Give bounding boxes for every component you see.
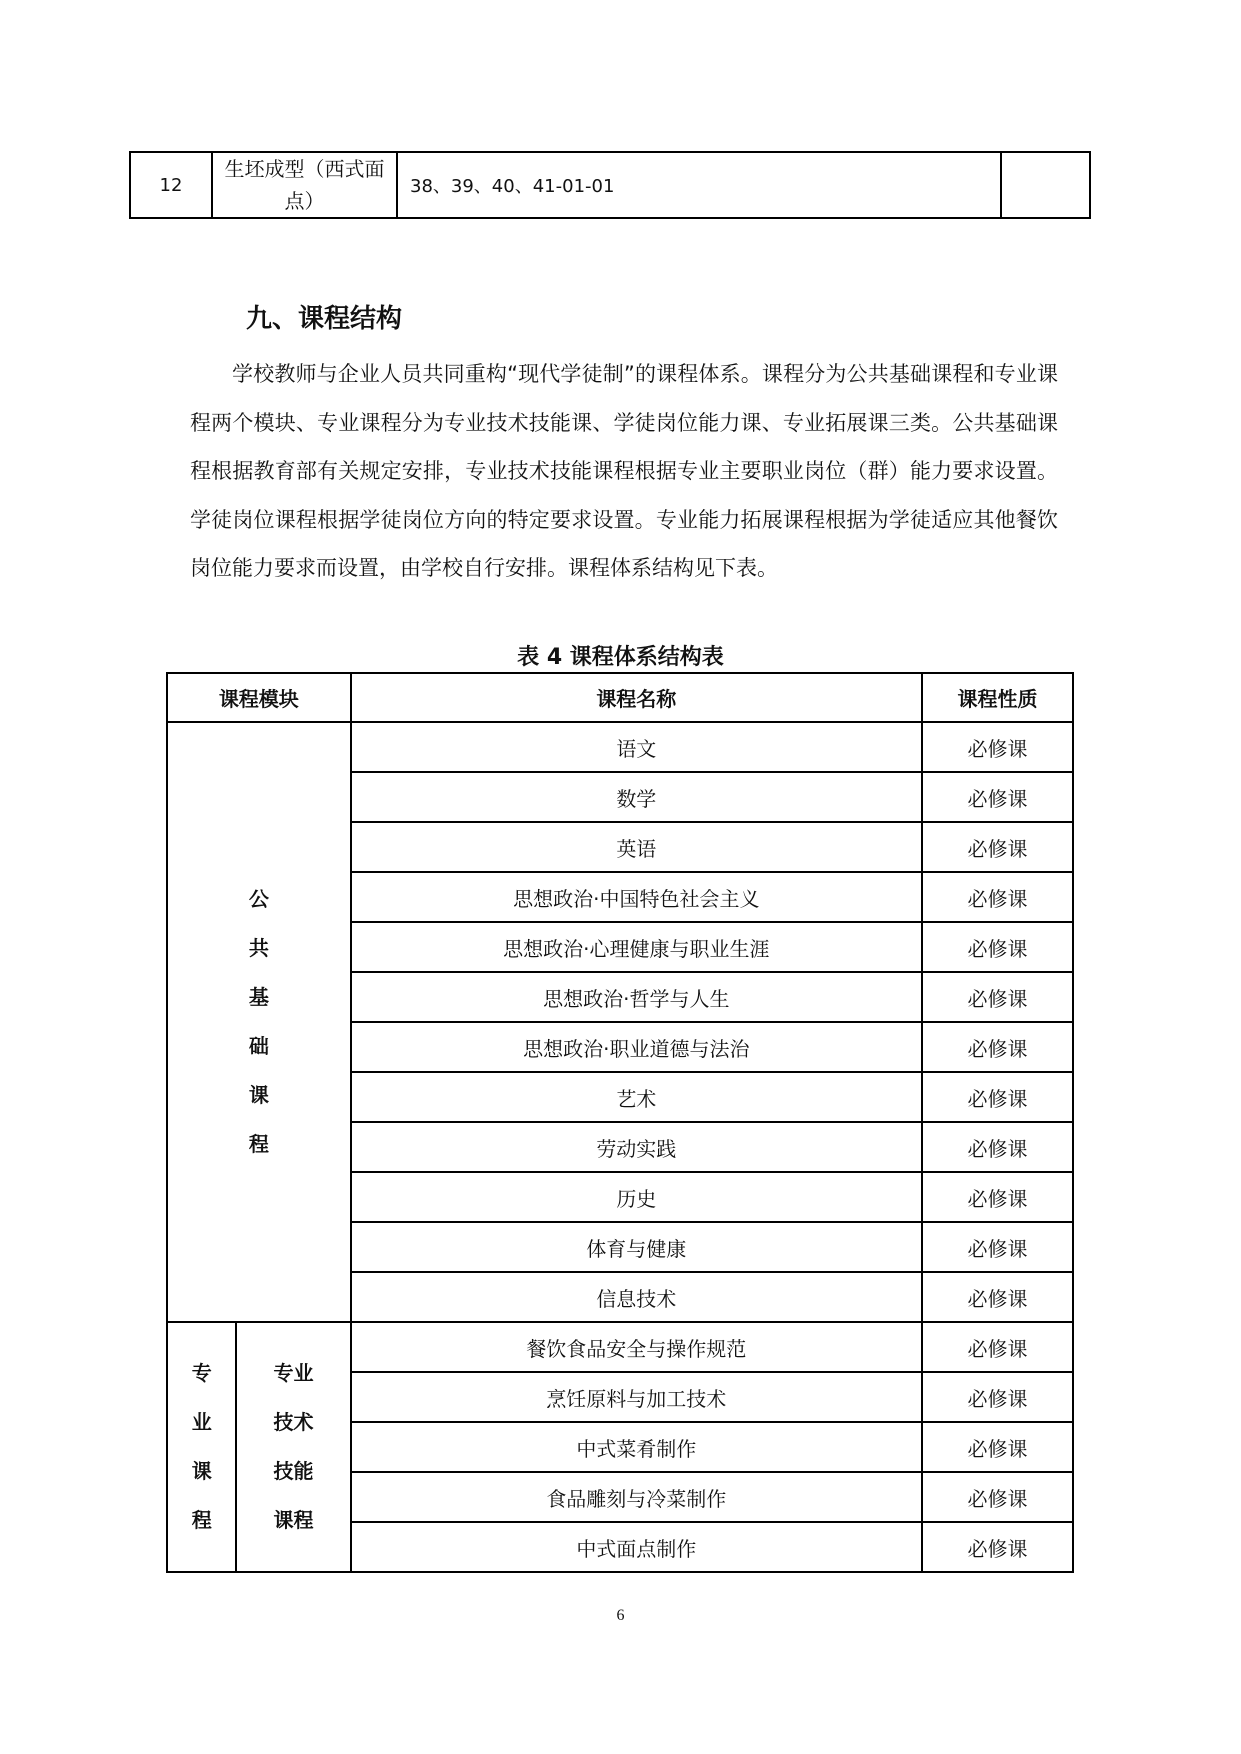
page-number: 6 (616, 1607, 625, 1624)
course-name: 思想政治·心理健康与职业生涯 (351, 922, 922, 972)
public-basic-module-label-char: 程 (248, 1132, 269, 1156)
course-nature: 必修课 (922, 822, 1073, 872)
course-nature: 必修课 (922, 1322, 1073, 1372)
professional-skill-sublabel-char: 技能 (273, 1459, 314, 1483)
course-name: 思想政治·哲学与人生 (351, 972, 922, 1022)
professional-module-label (167, 1322, 236, 1572)
course-nature: 必修课 (922, 722, 1073, 772)
professional-skill-sublabel-char: 技术 (273, 1410, 314, 1434)
public-basic-module-label-char: 基 (248, 985, 269, 1009)
course-nature: 必修课 (922, 1522, 1073, 1572)
course-nature: 必修课 (922, 972, 1073, 1022)
course-name: 艺术 (351, 1072, 922, 1122)
professional-skill-sublabel-char: 专业 (273, 1361, 314, 1385)
course-name: 劳动实践 (351, 1122, 922, 1172)
public-basic-module-label-char: 公 (248, 887, 269, 911)
public-basic-module-label (167, 722, 351, 1322)
course-name: 思想政治·中国特色社会主义 (351, 872, 922, 922)
course-nature: 必修课 (922, 1022, 1073, 1072)
continuation-table (129, 151, 1091, 219)
course-name: 食品雕刻与冷菜制作 (351, 1472, 922, 1522)
table-row (167, 1322, 1073, 1372)
course-nature: 必修课 (922, 1422, 1073, 1472)
table-caption: 表 4 课程体系结构表 (517, 645, 724, 670)
intro-paragraph: 学校教师与企业人员共同重构“现代学徒制”的课程体系。课程分为公共基础课程和专业课程两个模块、专业课程分为专业技术技能课、学徒岗位能力课、专业拓展课三类。公共基础课程根据教育部有关规定安排，专业技术技能课程根据专业主要职业岗位（群）能力要求设置。学徒岗位课程根据学徒岗位方向的特定要求设置。专业能力拓展课程根据为学徒适应其他餐饮岗位能力要求而设置，由学校自行安排。课程体系结构见下表。 (190, 362, 1058, 580)
course-name: 餐饮食品安全与操作规范 (351, 1322, 922, 1372)
header-nature: 课程性质 (922, 673, 1073, 722)
course-nature: 必修课 (922, 1472, 1073, 1522)
professional-module-label-char: 程 (191, 1508, 212, 1532)
course-name: 体育与健康 (351, 1222, 922, 1272)
row-codes: 38、39、40、41-01-01 (397, 152, 1001, 218)
header-module: 课程模块 (167, 673, 351, 722)
course-nature: 必修课 (922, 1372, 1073, 1422)
course-name: 中式面点制作 (351, 1522, 922, 1572)
professional-module-label-char: 专 (191, 1361, 212, 1385)
course-name: 思想政治·职业道德与法治 (351, 1022, 922, 1072)
course-nature: 必修课 (922, 1072, 1073, 1122)
course-name: 信息技术 (351, 1272, 922, 1322)
professional-skill-sublabel (236, 1322, 350, 1572)
course-structure-table (166, 672, 1074, 1573)
course-nature: 必修课 (922, 1222, 1073, 1272)
course-nature: 必修课 (922, 1122, 1073, 1172)
course-nature: 必修课 (922, 1272, 1073, 1322)
course-name: 数学 (351, 772, 922, 822)
professional-module-label-char: 业 (191, 1410, 212, 1434)
course-name: 中式菜肴制作 (351, 1422, 922, 1472)
course-name: 语文 (351, 722, 922, 772)
course-nature: 必修课 (922, 772, 1073, 822)
table-row (167, 722, 1073, 772)
row-number: 12 (130, 152, 212, 218)
row-extra (1001, 152, 1090, 218)
public-basic-module-label-char: 课 (248, 1083, 269, 1107)
table-row (130, 152, 1090, 218)
public-basic-module-label-char: 础 (248, 1034, 269, 1058)
course-nature: 必修课 (922, 1172, 1073, 1222)
course-name: 英语 (351, 822, 922, 872)
table-header-row (167, 673, 1073, 722)
professional-module-label-char: 课 (191, 1459, 212, 1483)
course-nature: 必修课 (922, 872, 1073, 922)
row-task-name: 生坯成型（西式面点） (212, 152, 397, 218)
public-basic-module-label-char: 共 (248, 936, 269, 960)
professional-skill-sublabel-char: 课程 (273, 1508, 314, 1532)
course-nature: 必修课 (922, 922, 1073, 972)
course-name: 历史 (351, 1172, 922, 1222)
section-heading: 九、课程结构 (246, 304, 403, 334)
course-structure-body (167, 673, 1073, 1572)
header-course: 课程名称 (351, 673, 922, 722)
course-name: 烹饪原料与加工技术 (351, 1372, 922, 1422)
